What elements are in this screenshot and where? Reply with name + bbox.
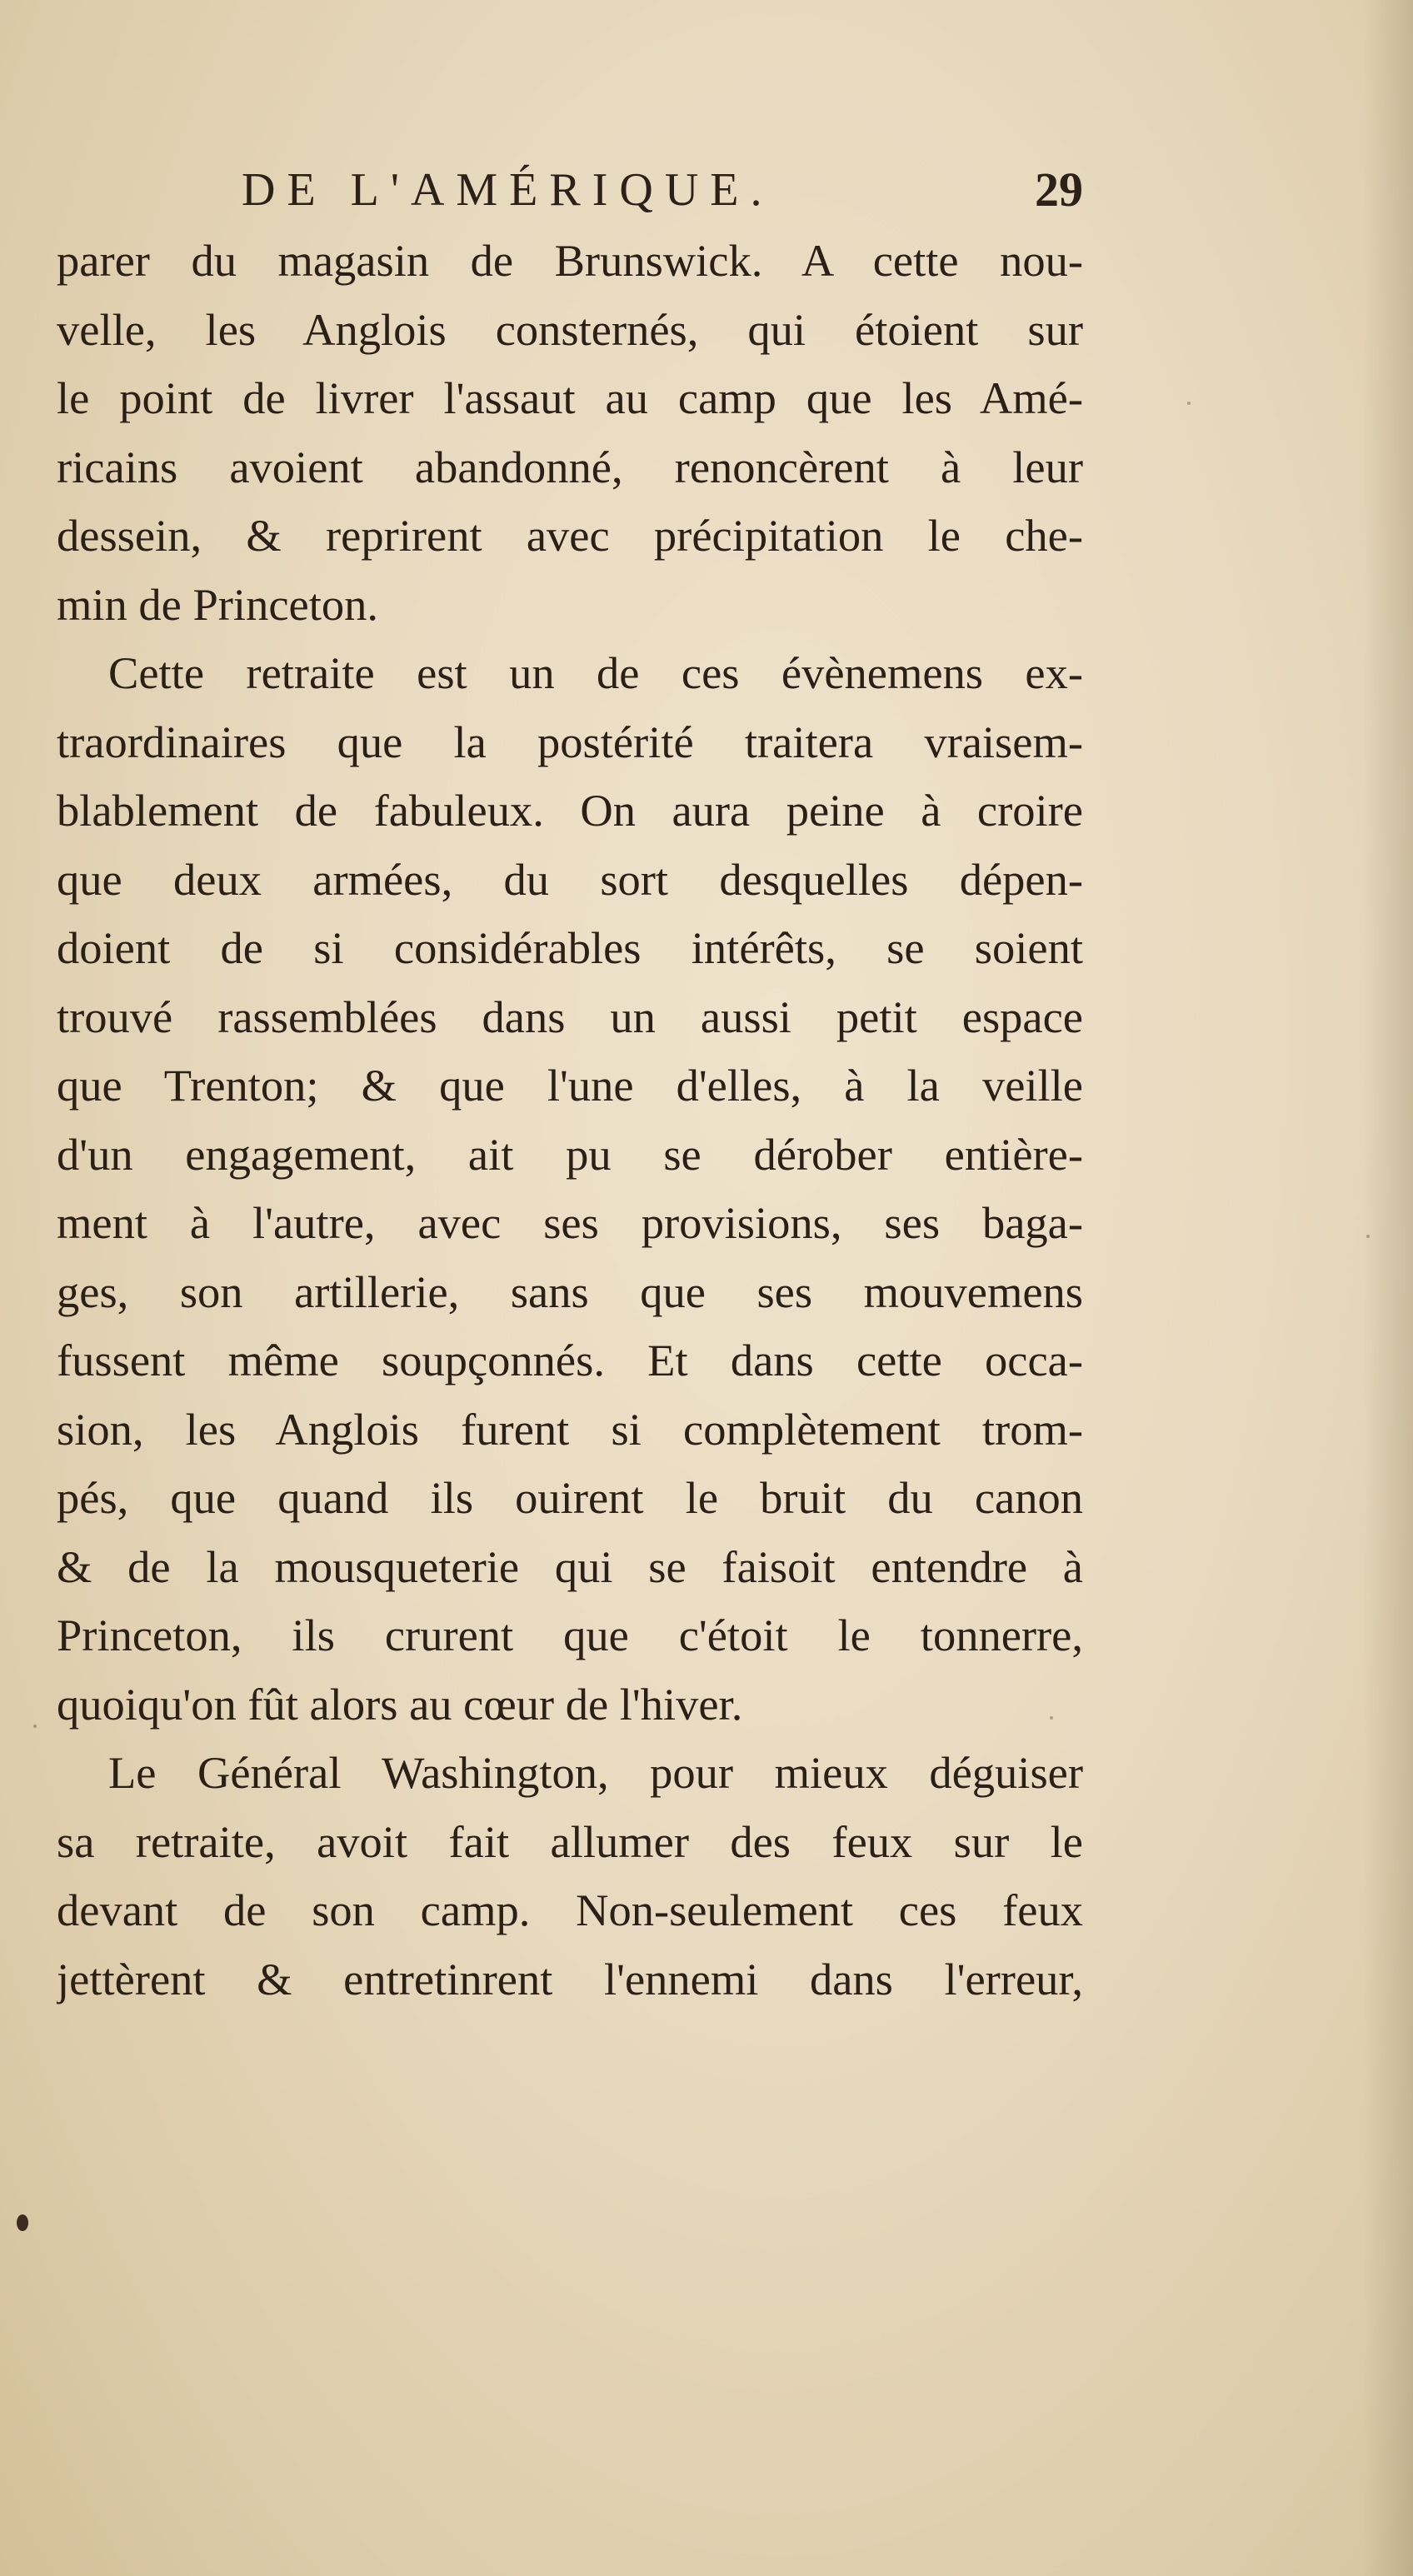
text-line: sion, les Anglois furent si complètement trom- [57, 1403, 1083, 1455]
text-line: le point de livrer l'assaut au camp que les Amé- [57, 372, 1083, 423]
paper-speck [1187, 402, 1191, 405]
running-head: DE L'AMÉRIQUE. [242, 164, 774, 216]
text-line: d'un engagement, ait pu se dérober entière- [57, 1128, 1083, 1180]
text-line: velle, les Anglois consternés, qui étoient sur [57, 303, 1083, 355]
text-line: ges, son artillerie, sans que ses mouvemens [57, 1266, 1083, 1317]
ink-blot [17, 2214, 28, 2231]
text-line: jettèrent & entretinrent l'ennemi dans l'erreur, [57, 1953, 1083, 2004]
text-line: min de Princeton. [57, 578, 378, 630]
text-line: blablement de fabuleux. On aura peine à croire [57, 785, 1083, 836]
text-line: fussent même soupçonnés. Et dans cette occa- [57, 1335, 1083, 1385]
text-line: trouvé rassemblées dans un aussi petit espace [57, 991, 1083, 1042]
text-line: que deux armées, du sort desquelles dépen- [57, 853, 1083, 905]
text-line: ment à l'autre, avec ses provisions, ses baga- [57, 1197, 1083, 1248]
page-header [242, 157, 1083, 223]
paper-speck [33, 1725, 37, 1728]
text-line: devant de son camp. Non-seulement ces feux [57, 1885, 1083, 1935]
text-line: ricains avoient abandonné, renoncèrent à leur [57, 441, 1083, 492]
text-line: sa retraite, avoit fait allumer des feux sur le [57, 1815, 1083, 1867]
text-line: quoiqu'on fût alors au cœur de l'hiver. [57, 1678, 743, 1730]
paper-speck [1366, 1235, 1370, 1238]
text-line: pés, que quand ils ouirent le bruit du canon [57, 1472, 1083, 1523]
text-line: que Trenton; & que l'une d'elles, à la veille [57, 1060, 1083, 1111]
page-edge-shadow [1363, 0, 1413, 2576]
text-line: Le Général Washington, pour mieux déguiser [108, 1747, 1083, 1798]
text-line: dessein, & reprirent avec précipitation le che- [57, 510, 1083, 561]
text-line: traordinaires que la postérité traitera vraisem- [57, 716, 1083, 767]
page-number: 29 [1035, 162, 1083, 217]
text-line: & de la mousqueterie qui se faisoit entendre à [57, 1540, 1083, 1592]
paper-speck [1050, 1716, 1053, 1720]
body-text [57, 227, 1083, 2014]
text-line: Princeton, ils crurent que c'étoit le tonnerre, [57, 1610, 1083, 1660]
text-line: Cette retraite est un de ces évènemens ex- [108, 647, 1083, 698]
text-line: parer du magasin de Brunswick. A cette nou- [57, 235, 1083, 286]
text-line: doient de si considérables intérêts, se soient [57, 922, 1083, 973]
